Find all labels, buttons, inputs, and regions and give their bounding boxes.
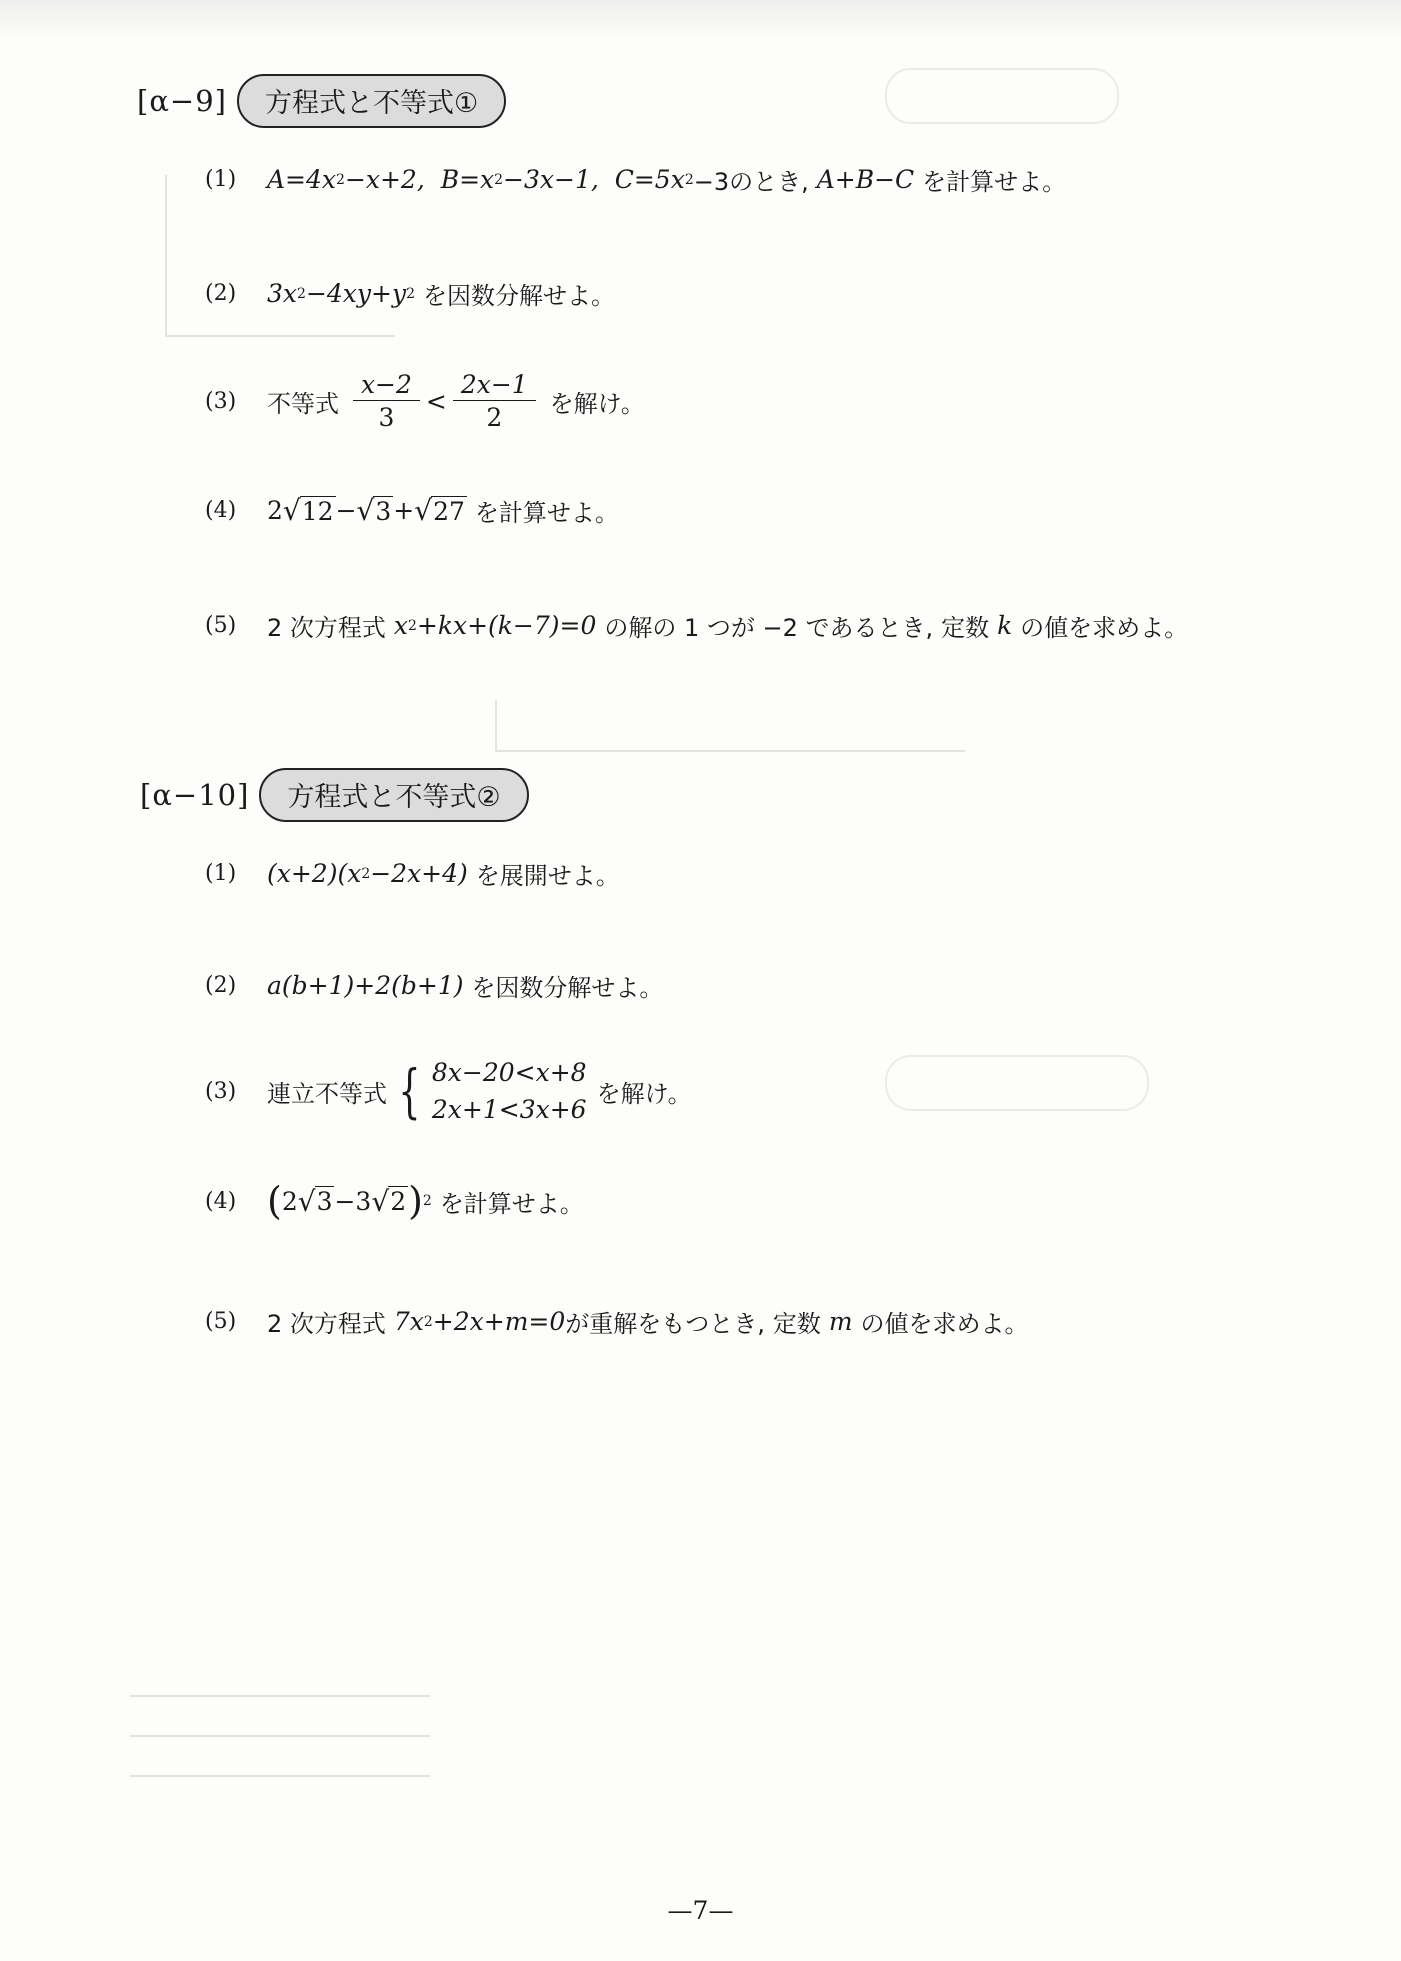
instruction-text: の解の 1 つが −2 であるとき, bbox=[604, 614, 934, 642]
instruction-text: を因数分解せよ。 bbox=[471, 974, 664, 1002]
radical-sign-icon: √ bbox=[371, 1184, 390, 1218]
problem-content bbox=[267, 1058, 692, 1124]
math-text: A+B−C bbox=[816, 165, 915, 194]
section-header-alpha-10 bbox=[140, 768, 529, 822]
problem-3 bbox=[205, 370, 645, 432]
ghost-line bbox=[165, 335, 395, 337]
section-title: 方程式と不等式① bbox=[237, 74, 506, 128]
problem-number: (2) bbox=[205, 281, 237, 306]
problem-1 bbox=[205, 162, 1066, 197]
problem-number: (2) bbox=[205, 973, 237, 998]
denominator: 2 bbox=[486, 403, 503, 432]
math-text: C=5x bbox=[614, 165, 685, 194]
problem-content bbox=[267, 968, 663, 1003]
numerator: 2x−1 bbox=[453, 370, 536, 401]
section-label: [α−10] bbox=[140, 778, 250, 812]
instruction-text: を因数分解せよ。 bbox=[422, 282, 615, 310]
instruction-text: を計算せよ。 bbox=[922, 168, 1067, 196]
square-root bbox=[283, 496, 336, 526]
problem-5 bbox=[205, 608, 1188, 643]
instruction-text: 定数 bbox=[772, 1310, 821, 1338]
instruction-text: を解け。 bbox=[596, 1079, 692, 1108]
problem-number: (3) bbox=[205, 388, 237, 414]
math-text: x bbox=[393, 611, 408, 640]
ghost-box bbox=[885, 1055, 1149, 1111]
problem-1 bbox=[205, 856, 620, 891]
right-paren-icon: ) bbox=[408, 1179, 423, 1223]
radicand: 27 bbox=[433, 496, 465, 526]
problem-number: (3) bbox=[205, 1078, 237, 1104]
math-text: −3のとき, bbox=[693, 168, 809, 196]
radicand: 3 bbox=[316, 1187, 333, 1217]
instruction-text: を計算せよ。 bbox=[439, 1189, 584, 1218]
coefficient: 2 bbox=[281, 1186, 298, 1216]
inequality-line: 2x+1<3x+6 bbox=[431, 1095, 587, 1124]
problem-3 bbox=[205, 1058, 692, 1124]
instruction-text: 2 次方程式 bbox=[267, 1310, 386, 1338]
radical-sign-icon: √ bbox=[414, 494, 433, 528]
numerator: x−2 bbox=[353, 370, 420, 401]
problem-number: (5) bbox=[205, 613, 237, 638]
operator: − bbox=[335, 496, 357, 525]
fraction bbox=[453, 370, 536, 432]
ghost-line bbox=[495, 750, 965, 752]
system-lines bbox=[432, 1058, 587, 1124]
left-paren-icon: ( bbox=[267, 1179, 282, 1223]
instruction-text: を計算せよ。 bbox=[474, 499, 619, 527]
instruction-text: が重解をもつとき, bbox=[565, 1310, 765, 1338]
problem-content: A=4x 2 −x+2, B=x 2 −3x−1, C=5x 2 −3のとき, A+B−C を計算せよ。 bbox=[267, 162, 1066, 197]
problem-number: (4) bbox=[205, 1188, 237, 1214]
problem-content: ( 2 √ 3 −3 √ 2 ) 2 を計算せよ。 bbox=[267, 1179, 584, 1223]
problem-2 bbox=[205, 968, 663, 1003]
operator: + bbox=[393, 496, 415, 525]
problem-number: (1) bbox=[205, 861, 237, 886]
math-text: (x+2)(x bbox=[267, 859, 362, 888]
instruction-text: 不等式 bbox=[267, 389, 339, 418]
math-text: B=x bbox=[440, 165, 495, 194]
radicand: 3 bbox=[375, 496, 392, 526]
math-text: −x+2, bbox=[344, 165, 425, 194]
fraction bbox=[353, 370, 420, 432]
problem-4 bbox=[205, 1179, 584, 1223]
problem-content: (x+2)(x 2 −2x+4) を展開せよ。 bbox=[267, 856, 620, 891]
ghost-line bbox=[495, 700, 497, 750]
math-text: 3x bbox=[267, 279, 298, 308]
operator: −3 bbox=[334, 1186, 372, 1216]
section-label: [α−9] bbox=[137, 84, 227, 118]
problem-content: 3x 2 −4xy+y 2 を因数分解せよ。 bbox=[267, 276, 615, 311]
section-header-alpha-9 bbox=[137, 74, 506, 128]
inequality-system bbox=[391, 1058, 587, 1124]
problem-content: 2 次方程式 x 2 +kx+(k−7)=0 の解の 1 つが −2 であるとき, 定数 k の値を求めよ。 bbox=[267, 608, 1188, 643]
problem-content bbox=[267, 370, 645, 432]
problem-number: (1) bbox=[205, 167, 237, 192]
square-root bbox=[357, 496, 394, 526]
math-text: −2x+4) bbox=[370, 859, 468, 888]
radical-sign-icon: √ bbox=[282, 494, 301, 528]
scan-top-shade bbox=[0, 0, 1401, 40]
ghost-line bbox=[130, 1695, 430, 1697]
problem-content: 2 次方程式 7x 2 +2x+m=0 が重解をもつとき, 定数 m の値を求めよ。 bbox=[267, 1304, 1028, 1339]
math-text: k bbox=[997, 611, 1013, 640]
coefficient: 2 bbox=[267, 496, 283, 525]
problem-5 bbox=[205, 1304, 1028, 1339]
math-text: −4xy+y bbox=[305, 279, 407, 308]
problem-4 bbox=[205, 493, 619, 528]
ghost-box bbox=[885, 68, 1119, 124]
ghost-line bbox=[165, 175, 167, 335]
math-text: −3x−1, bbox=[503, 165, 599, 194]
less-than-sign: < bbox=[425, 386, 447, 416]
math-text: +kx+(k−7)=0 bbox=[416, 611, 597, 640]
left-brace-icon: { bbox=[398, 1057, 421, 1125]
instruction-text: 連立不等式 bbox=[267, 1079, 387, 1108]
radical-sign-icon: √ bbox=[356, 494, 375, 528]
instruction-text: の値を求めよ。 bbox=[860, 1310, 1029, 1338]
math-text: A=4x bbox=[267, 165, 337, 194]
instruction-text: 定数 bbox=[941, 614, 990, 642]
math-text: a(b+1)+2(b+1) bbox=[267, 971, 464, 1000]
problem-2 bbox=[205, 276, 615, 311]
section-title: 方程式と不等式② bbox=[259, 768, 528, 822]
square-root bbox=[371, 1186, 408, 1216]
denominator: 3 bbox=[378, 403, 395, 432]
instruction-text: の値を求めよ。 bbox=[1020, 614, 1189, 642]
problem-number: (4) bbox=[205, 498, 237, 523]
instruction-text: を展開せよ。 bbox=[475, 862, 620, 890]
instruction-text: 2 次方程式 bbox=[267, 614, 386, 642]
radical-sign-icon: √ bbox=[297, 1184, 316, 1218]
ghost-line bbox=[130, 1775, 430, 1777]
square-root bbox=[414, 496, 467, 526]
problem-number: (5) bbox=[205, 1309, 237, 1334]
math-text: m bbox=[828, 1307, 853, 1336]
ghost-line bbox=[130, 1735, 430, 1737]
instruction-text: を解け。 bbox=[549, 389, 645, 418]
problem-content bbox=[267, 493, 619, 528]
inequality-line: 8x−20<x+8 bbox=[431, 1058, 587, 1087]
radicand: 12 bbox=[301, 496, 334, 526]
square-root bbox=[298, 1186, 335, 1216]
math-text: +2x+m=0 bbox=[432, 1307, 566, 1336]
radicand: 2 bbox=[390, 1187, 407, 1217]
page-number: —7— bbox=[667, 1896, 734, 1925]
math-text: 7x bbox=[393, 1307, 424, 1336]
